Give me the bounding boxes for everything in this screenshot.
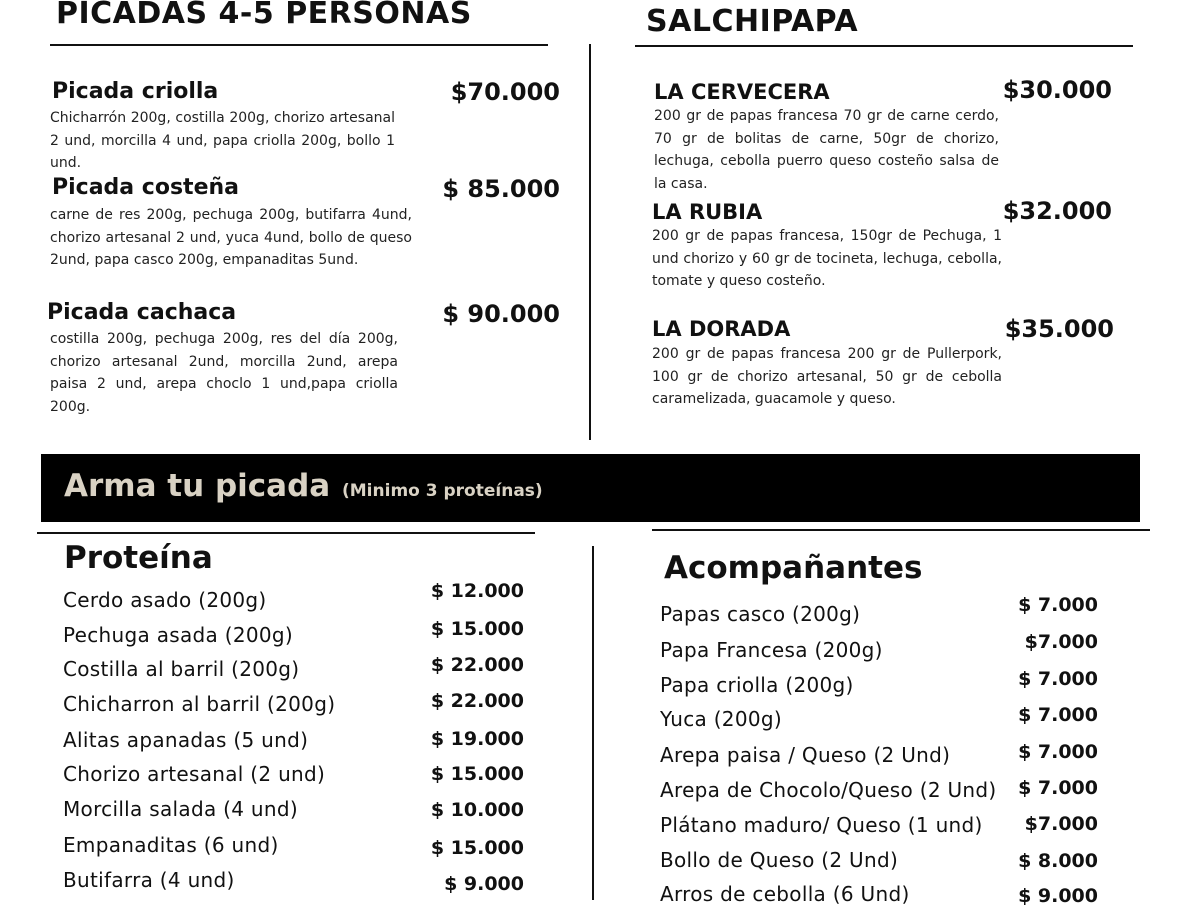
acompanante-row-name: Arros de cebolla (6 Und) [660,882,910,906]
proteina-row-price: $ 10.000 [430,799,524,821]
acompanante-row-name: Yuca (200g) [660,707,782,731]
banner-title: Arma tu picada [64,468,331,504]
acompanante-row-name: Papa criolla (200g) [660,673,854,697]
picada-cachaca-price: $ 90.000 [442,300,560,328]
acompanante-row-price: $7.000 [1024,813,1098,835]
acompanante-row-name: Arepa paisa / Queso (2 Und) [660,743,951,767]
salchipapa-title-underline [635,45,1133,47]
picadas-title-underline [50,44,548,46]
acompanante-row-price: $ 7.000 [1018,594,1098,616]
picada-criolla-desc: Chicharrón 200g, costilla 200g, chorizo artesanal 2 und, morcilla 4 und, papa criolla 200g, bollo 1 und. [50,110,395,171]
proteina-row-name: Cerdo asado (200g) [63,588,267,612]
picada-cachaca-name: Picada cachaca [47,300,237,325]
picada-costena-price: $ 85.000 [442,175,560,203]
proteina-row-price: $ 22.000 [430,654,524,676]
proteina-row-price: $ 15.000 [430,618,524,640]
la-cervecera-name: LA CERVECERA [654,80,830,104]
proteina-row-name: Chicharron al barril (200g) [63,692,336,716]
proteina-row-price: $ 15.000 [430,763,524,785]
acompanantes-title: Acompañantes [664,550,923,586]
top-column-divider [589,44,591,440]
proteina-row-name: Butifarra (4 und) [63,868,235,892]
la-cervecera-desc: 200 gr de papas francesa 70 gr de carne cerdo, 70 gr de bolitas de carne, 50gr de chorizo, lechuga, cebolla puerro queso costeño salsa de la casa. [654,108,999,192]
picada-cachaca-desc: costilla 200g, pechuga 200g, res del día 200g, chorizo artesanal 2und, morcilla 2und, arepa paisa 2 und, arepa choclo 1 und,papa criolla 200g. [50,331,398,415]
banner-subtitle: (Minimo 3 proteínas) [342,481,543,501]
proteina-row-price: $ 15.000 [430,837,524,859]
picada-criolla-name: Picada criolla [52,79,219,104]
proteina-row-name: Chorizo artesanal (2 und) [63,762,326,786]
proteina-row-name: Pechuga asada (200g) [63,623,294,647]
la-dorada-name: LA DORADA [652,317,791,341]
acompanante-row-name: Arepa de Chocolo/Queso (2 Und) [660,778,997,802]
picadas-title: PICADAS 4-5 PERSONAS [56,0,472,31]
salchipapa-title: SALCHIPAPA [646,4,859,39]
proteina-row-name: Alitas apanadas (5 und) [63,728,309,752]
acompanante-row-name: Papas casco (200g) [660,602,861,626]
proteina-row-name: Morcilla salada (4 und) [63,797,298,821]
la-rubia-desc: 200 gr de papas francesa, 150gr de Pechuga, 1 und chorizo y 60 gr de tocineta, lechuga, cebolla, tomate y queso costeño. [652,228,1002,289]
acompanante-row-price: $ 7.000 [1018,704,1098,726]
acompanante-row-name: Bollo de Queso (2 Und) [660,848,899,872]
picada-costena-desc: carne de res 200g, pechuga 200g, butifarra 4und, chorizo artesanal 2 und, yuca 4und, bollo de queso 2und, papa casco 200g, empanaditas 5und. [50,207,412,268]
acompanantes-top-rule [652,529,1150,531]
proteina-row-price: $ 9.000 [444,873,524,895]
la-dorada-price: $35.000 [1004,315,1114,343]
proteina-title: Proteína [64,540,213,576]
acompanante-row-price: $ 9.000 [1018,885,1098,907]
proteina-row-name: Costilla al barril (200g) [63,657,300,681]
bottom-column-divider [592,546,594,900]
la-rubia-name: LA RUBIA [652,200,763,224]
la-rubia-price: $32.000 [1002,197,1112,225]
acompanante-row-price: $ 7.000 [1018,668,1098,690]
acompanante-row-name: Plátano maduro/ Queso (1 und) [660,813,983,837]
proteina-row-price: $ 22.000 [430,690,524,712]
proteina-row-name: Empanaditas (6 und) [63,833,279,857]
acompanante-row-price: $ 7.000 [1018,741,1098,763]
proteina-row-price: $ 12.000 [430,580,524,602]
la-dorada-desc: 200 gr de papas francesa 200 gr de Pullerpork, 100 gr de chorizo artesanal, 50 gr de cebolla caramelizada, guacamole y queso. [652,346,1002,407]
proteina-row-price: $ 19.000 [430,728,524,750]
acompanante-row-name: Papa Francesa (200g) [660,638,883,662]
picada-criolla-price: $70.000 [450,78,560,106]
picada-costena-name: Picada costeña [52,175,239,200]
la-cervecera-price: $30.000 [1002,76,1112,104]
acompanante-row-price: $ 7.000 [1018,777,1098,799]
acompanante-row-price: $ 8.000 [1018,850,1098,872]
acompanante-row-price: $7.000 [1024,631,1098,653]
proteina-top-rule [37,532,535,534]
